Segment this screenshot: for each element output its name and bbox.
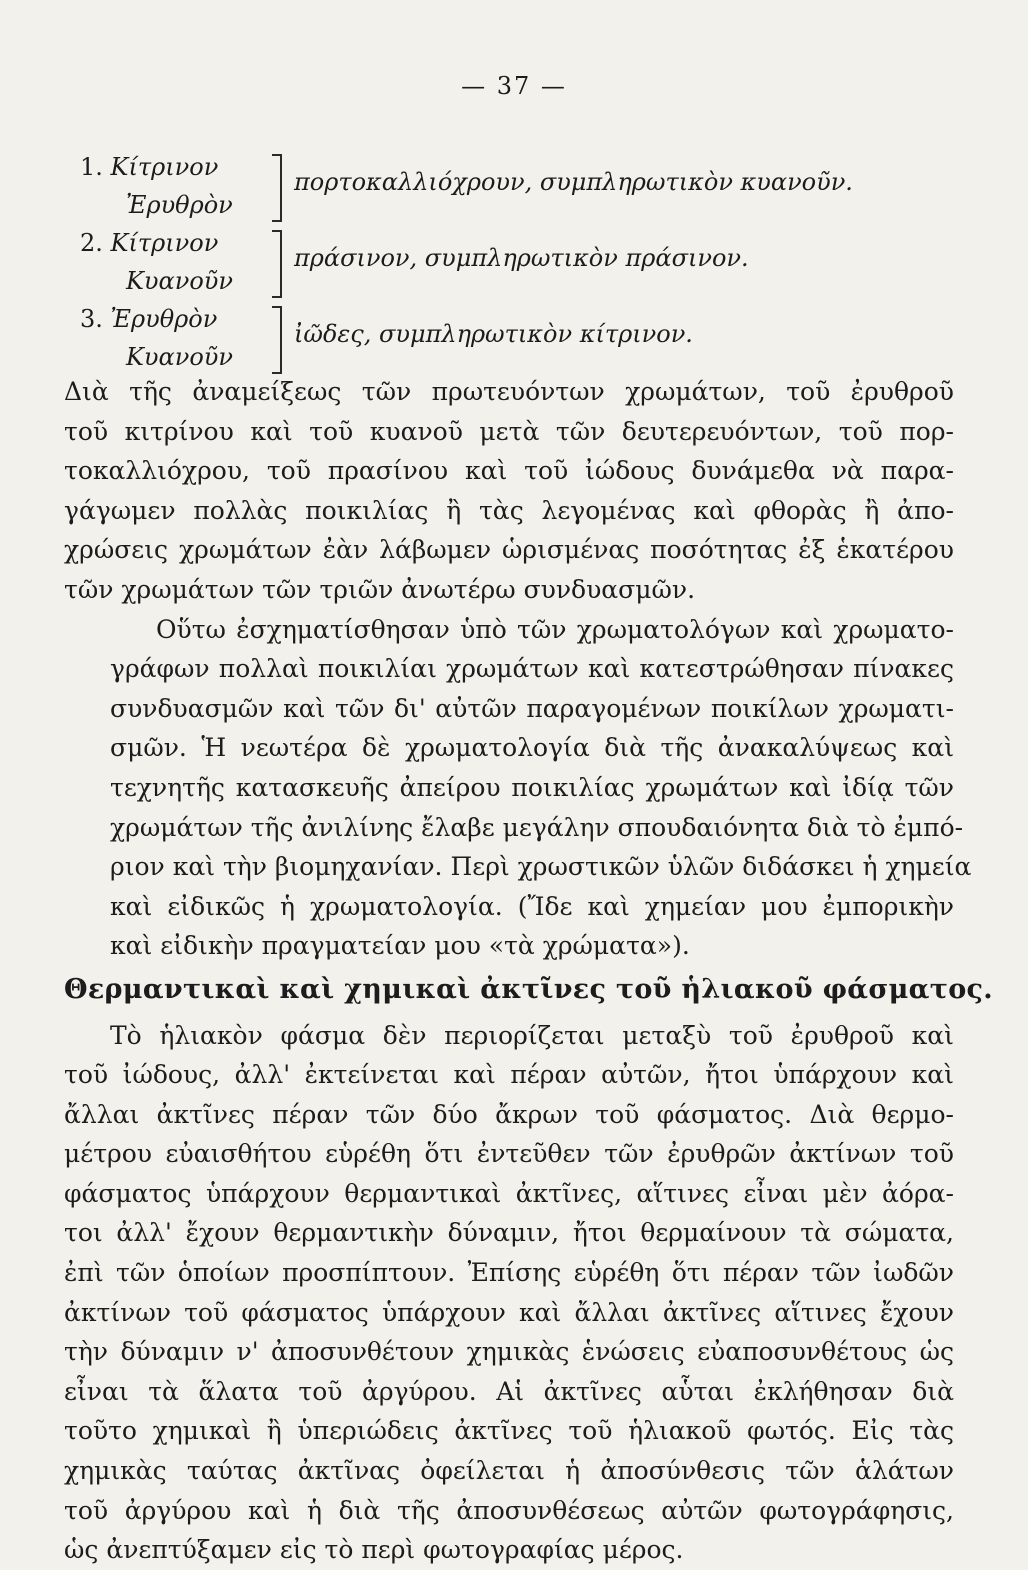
text-line: τοῦτο χημικαὶ ἢ ὑπεριώδεις ἀκτῖνες τοῦ ἡλιακοῦ φωτός. Εἰς τὰς xyxy=(64,1416,954,1446)
combination-bracket xyxy=(272,230,282,298)
combination-first-color: Κίτρινον xyxy=(110,229,219,257)
text-line: χρώσεις χρωμάτων ἐὰν λάβωμεν ὡρισμένας ποσότητας ἐξ ἑκατέρου xyxy=(64,535,954,565)
text-line: τοι ἀλλ' ἔχουν θερμαντικὴν δύναμιν, ἤτοι θερμαίνουν τὰ σώματα, xyxy=(64,1218,954,1248)
text-line: τοῦ ἰώδους, ἀλλ' ἐκτείνεται καὶ πέραν αὐτῶν, ἤτοι ὑπάρχουν καὶ xyxy=(64,1060,954,1090)
text-line: εἶναι τὰ ἅλατα τοῦ ἀργύρου. Αἱ ἀκτῖνες αὗται ἐκλήθησαν διὰ xyxy=(64,1376,954,1406)
text-line: ριον καὶ τὴν βιομηχανίαν. Περὶ χρωστικῶν ὑλῶν διδάσκει ἡ χημεία xyxy=(110,852,972,882)
combination-first-color: Ἐρυθρὸν xyxy=(110,305,218,333)
text-line: γράφων πολλαὶ ποικιλίαι χρωμάτων καὶ κατεστρώθησαν πίνακες xyxy=(110,654,954,684)
combination-bracket xyxy=(272,306,282,374)
body-text xyxy=(64,372,993,1570)
text-line: καὶ εἰδικὴν πραγματείαν μου «τὰ χρώματα»). xyxy=(110,931,690,961)
combination-result: ἰῶδες, συμπληρωτικὸν κίτρινον. xyxy=(294,320,693,348)
combination-bracket xyxy=(272,154,282,222)
text-line: τοῦ ἀργύρου καὶ ἡ διὰ τῆς ἀποσυνθέσεως αὐτῶν φωτογράφησις, xyxy=(64,1495,954,1525)
combination-2 xyxy=(80,224,960,300)
text-line: ἐπὶ τῶν ὁποίων προσπίπτουν. Ἐπίσης εὑρέθη ὅτι πέραν τῶν ἰωδῶν xyxy=(64,1258,954,1288)
paragraph-color-mixing xyxy=(64,372,954,610)
section-heading: Θερμαντικαὶ καὶ χημικαὶ ἀκτῖνες τοῦ ἡλιακοῦ φάσματος. xyxy=(64,973,993,1005)
text-line: Τὸ ἡλιακὸν φάσμα δὲν περιορίζεται μεταξὺ τοῦ ἐρυθροῦ καὶ xyxy=(110,1020,954,1050)
combination-result: πορτοκαλλιόχρουν, συμπληρωτικὸν κυανοῦν. xyxy=(294,168,853,196)
combination-second-color: Κυανοῦν xyxy=(126,343,233,371)
color-combinations-list xyxy=(80,148,960,376)
text-line: τὴν δύναμιν ν' ἀποσυνθέτουν χημικὰς ἑνώσεις εὐαποσυνθέτους ὡς xyxy=(64,1337,954,1367)
text-line: τῶν χρωμάτων τῶν τριῶν ἀνωτέρω συνδυασμῶν. xyxy=(64,574,696,604)
text-line: τοῦ κιτρίνου καὶ τοῦ κυανοῦ μετὰ τῶν δευτερευόντων, τοῦ πορ- xyxy=(64,416,954,446)
text-line: τεχνητῆς κατασκευῆς ἀπείρου ποικιλίας χρωμάτων καὶ ἰδίᾳ τῶν xyxy=(110,772,954,802)
combination-1 xyxy=(80,148,960,224)
combination-first-color: Κίτρινον xyxy=(110,153,219,181)
text-line: καὶ εἰδικῶς ἡ χρωματολογία. (Ἴδε καὶ χημείαν μου ἐμπορικὴν xyxy=(110,891,954,921)
combination-second-color: Ἐρυθρὸν xyxy=(126,191,233,219)
text-line: χημικὰς ταύτας ἀκτῖνας ὀφείλεται ἡ ἀποσύνθεσις τῶν ἁλάτων xyxy=(64,1456,954,1486)
combination-index: 3. xyxy=(80,305,103,333)
combination-result: πράσινον, συμπληρωτικὸν πράσινον. xyxy=(294,244,749,272)
text-line: ὡς ἀνεπτύξαμεν εἰς τὸ περὶ φωτογραφίας μέρος. xyxy=(64,1535,684,1565)
text-line: τοκαλλιόχρου, τοῦ πρασίνου καὶ τοῦ ἰώδους δυνάμεθα νὰ παρα- xyxy=(64,456,954,486)
text-line: χρωμάτων τῆς ἀνιλίνης ἔλαβε μεγάλην σπουδαιόνητα διὰ τὸ ἐμπό- xyxy=(110,812,964,842)
text-line: ἀκτίνων τοῦ φάσματος ὑπάρχουν καὶ ἄλλαι ἀκτῖνες αἵτινες ἔχουν xyxy=(64,1297,954,1327)
text-line: Οὕτω ἐσχηματίσθησαν ὑπὸ τῶν χρωματολόγων καὶ χρωματο- xyxy=(156,614,954,644)
paragraph-color-science xyxy=(64,610,972,966)
combination-3 xyxy=(80,300,960,376)
text-line: μέτρου εὐαισθήτου εὑρέθη ὅτι ἐντεῦθεν τῶν ἐρυθρῶν ἀκτίνων τοῦ xyxy=(64,1139,954,1169)
combination-second-color: Κυανοῦν xyxy=(126,267,233,295)
text-line: φάσματος ὑπάρχουν θερμαντικαὶ ἀκτῖνες, αἵτινες εἶναι μὲν ἀόρα- xyxy=(64,1178,954,1208)
paragraph-solar-rays xyxy=(64,1016,954,1570)
text-line: γάγωμεν πολλὰς ποικιλίας ἢ τὰς λεγομένας καὶ φθορὰς ἢ ἀπο- xyxy=(64,495,954,525)
text-line: σμῶν. Ἡ νεωτέρα δὲ χρωματολογία διὰ τῆς ἀνακαλύψεως καὶ xyxy=(110,733,954,763)
text-line: ἄλλαι ἀκτῖνες πέραν τῶν δύο ἄκρων τοῦ φάσματος. Διὰ θερμο- xyxy=(64,1099,954,1129)
page-number: — 37 — xyxy=(461,72,567,100)
combination-index: 2. xyxy=(80,229,103,257)
text-line: Διὰ τῆς ἀναμείξεως τῶν πρωτευόντων χρωμάτων, τοῦ ἐρυθροῦ xyxy=(64,377,954,406)
combination-index: 1. xyxy=(80,153,103,181)
text-line: συνδυασμῶν καὶ τῶν δι' αὐτῶν παραγομένων ποικίλων χρωματι- xyxy=(110,693,954,723)
